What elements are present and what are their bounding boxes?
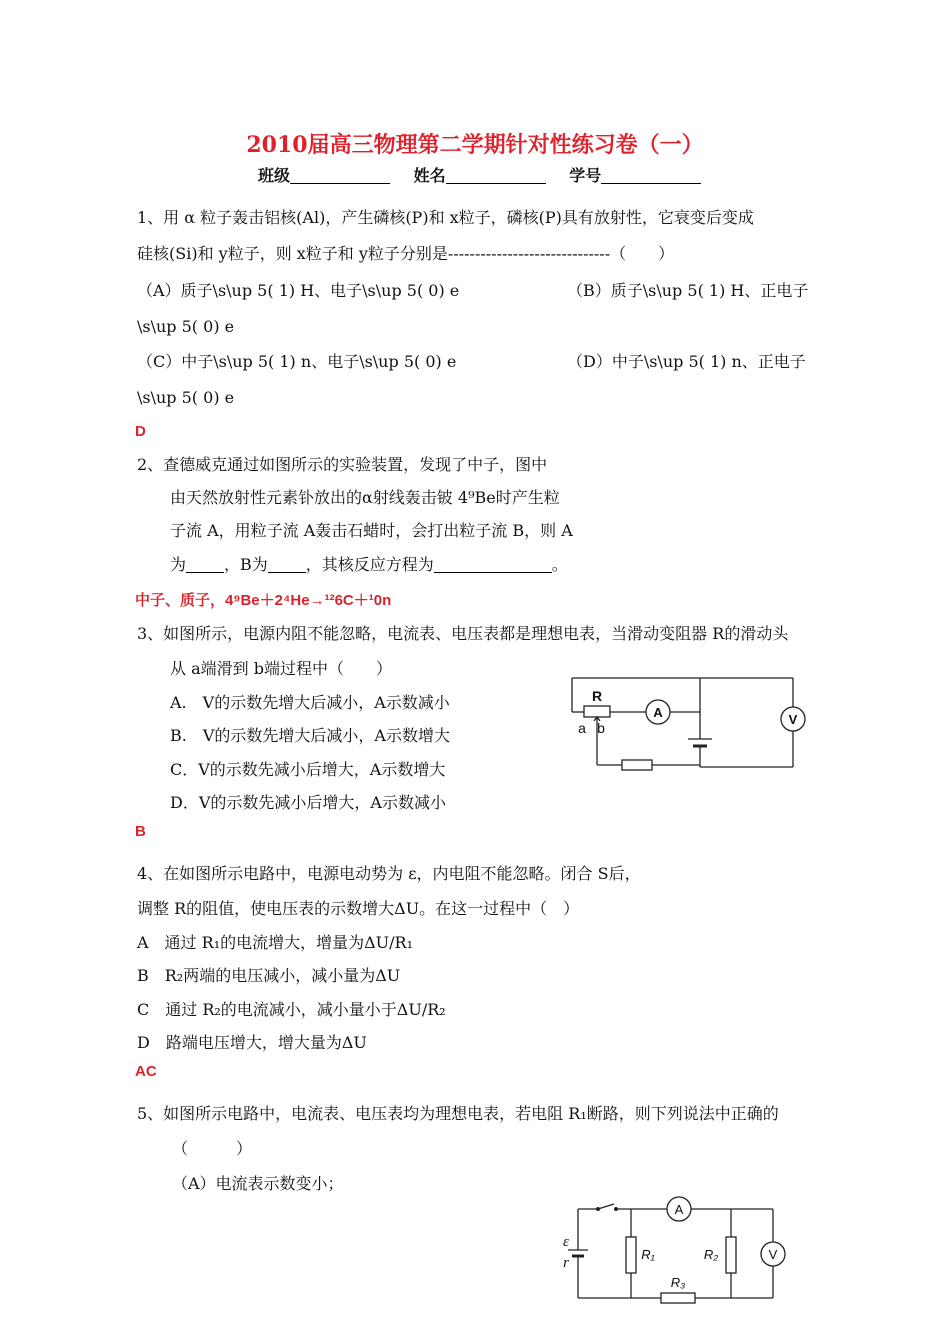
- page-title: 2010届高三物理第二学期针对性练习卷（一）: [246, 132, 704, 158]
- q5-switch[interactable]: [598, 1204, 614, 1209]
- q3-option-d: D．V的示数先减小后增大，A示数减小: [170, 793, 446, 812]
- q2-line4: 为 ，B为 ，其核反应方程为 。: [170, 555, 568, 574]
- q4-option-d: D 路端电压增大，增大量为ΔU: [137, 1033, 367, 1052]
- q3-label-b: b: [597, 720, 605, 736]
- q1-answer: D: [135, 423, 146, 440]
- class-label: 班级: [258, 166, 291, 185]
- q5-line2: （ ）: [172, 1139, 253, 1158]
- q3-option-a: A. V的示数先增大后减小，A示数减小: [170, 693, 450, 712]
- q3-fixed-resistor: [622, 760, 652, 770]
- q1-option-b: （B）质子\s\up 5( 1) H、正电子: [567, 281, 809, 300]
- q2-line2: 由天然放射性元素钋放出的α射线轰击铍 4⁹Be时产生粒: [170, 488, 560, 507]
- q2-line3: 子流 A，用粒子流 A轰击石蜡时，会打出粒子流 B，则 A: [170, 521, 573, 540]
- q2-answer: 中子、质子，4⁹Be＋2⁴He→¹²6C＋¹0n: [135, 592, 392, 609]
- student-id-blank[interactable]: [601, 167, 701, 184]
- q5-switch-contact-right: [614, 1207, 618, 1211]
- q5-ammeter-label: A: [674, 1202, 684, 1217]
- q4-line2: 调整 R的阻值，使电压表的示数增大ΔU。在这一过程中（ ）: [137, 899, 580, 918]
- q1-option-b-cont: \s\up 5( 0) e: [137, 317, 235, 336]
- q2-line1: 2、查德威克通过如图所示的实验装置，发现了中子，图中: [137, 455, 548, 474]
- q5-line1: 5、如图所示电路中，电流表、电压表均为理想电表，若电阻 R₁断路，则下列说法中正确的: [137, 1104, 779, 1123]
- q3-option-c: C．V的示数先减小后增大，A示数增大: [170, 760, 446, 779]
- q4-line1: 4、在如图所示电路中，电源电动势为 ε，内电阻不能忽略。闭合 S后，: [137, 864, 641, 883]
- q3-voltmeter-label: V: [788, 712, 798, 727]
- q5-label-r2: R₂: [703, 1247, 719, 1262]
- q1-option-d-cont: \s\up 5( 0) e: [137, 388, 235, 407]
- q3-option-b: B. V的示数先增大后减小，A示数增大: [170, 726, 450, 745]
- q5-label-r: r: [563, 1255, 569, 1271]
- q5-resistor-r3: [661, 1293, 695, 1303]
- q3-rheostat-r: [584, 706, 610, 717]
- q4-option-a: A 通过 R₁的电流增大，增量为ΔU/R₁: [137, 933, 413, 952]
- q2-blank-equation[interactable]: [434, 557, 552, 573]
- q5-label-emf: ε: [563, 1234, 569, 1250]
- q3-line1: 3、如图所示，电源内阻不能忽略，电流表、电压表都是理想电表，当滑动变阻器 R的滑动头: [137, 624, 789, 643]
- q3-circuit-diagram: [560, 670, 810, 780]
- q5-option-a: （A）电流表示数变小；: [172, 1174, 344, 1193]
- name-blank[interactable]: [446, 167, 546, 184]
- q4-option-b: B R₂两端的电压减小，减小量为ΔU: [137, 966, 401, 985]
- q1-option-c: （C）中子\s\up 5( 1) n、电子\s\up 5( 0) e: [137, 352, 457, 371]
- q1-option-d: （D）中子\s\up 5( 1) n、正电子: [567, 352, 806, 371]
- q3-answer: B: [135, 823, 146, 840]
- name-label: 姓名: [413, 166, 446, 185]
- q2-blank-b[interactable]: [268, 557, 306, 573]
- q5-circuit-diagram: [556, 1195, 796, 1307]
- q4-answer: AC: [135, 1063, 157, 1080]
- class-blank[interactable]: [290, 167, 390, 184]
- q3-label-a: a: [578, 720, 586, 736]
- q3-ammeter-label: A: [653, 705, 663, 720]
- q3-label-r: R: [591, 688, 603, 704]
- q5-resistor-r2: [726, 1237, 736, 1273]
- q1-option-a: （A）质子\s\up 5( 1) H、电子\s\up 5( 0) e: [137, 281, 460, 300]
- q2-blank-a[interactable]: [186, 557, 224, 573]
- q3-line2: 从 a端滑到 b端过程中（ ）: [170, 659, 392, 678]
- student-id-label: 学号: [569, 166, 602, 185]
- q5-voltmeter-label: V: [768, 1247, 778, 1262]
- q5-label-r3: R₃: [670, 1275, 686, 1290]
- q5-resistor-r1: [626, 1237, 636, 1273]
- q4-option-c: C 通过 R₂的电流减小，减小量小于ΔU/R₂: [137, 1000, 446, 1019]
- q1-line2: 硅核(Si)和 y粒子，则 x粒子和 y粒子分别是------------------------------（ ）: [137, 244, 675, 263]
- student-info-fields: [258, 163, 719, 186]
- q5-label-r1: R₁: [641, 1247, 655, 1262]
- q1-line1: 1、用 α 粒子轰击铝核(Al)，产生磷核(P)和 x粒子，磷核(P)具有放射性，它衰变后变成: [137, 208, 754, 227]
